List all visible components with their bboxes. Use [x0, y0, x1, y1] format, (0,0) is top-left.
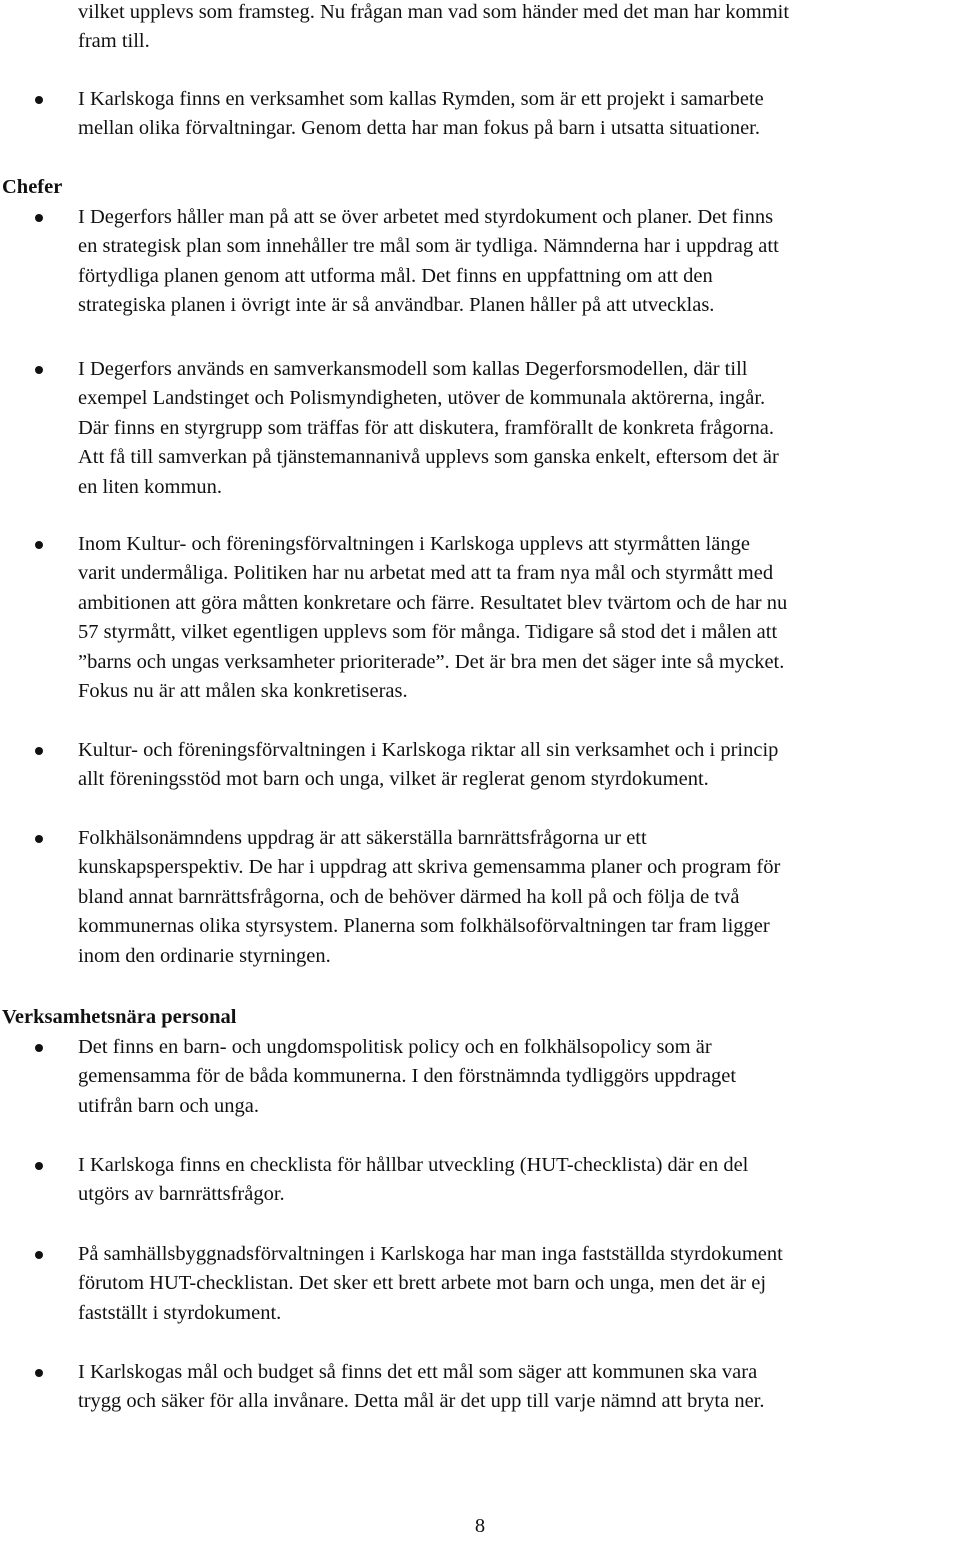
bullet-text	[78, 85, 958, 144]
bullet-text	[78, 355, 958, 502]
page-number: 8	[474, 1515, 486, 1537]
text-line: en liten kommun.	[78, 475, 223, 498]
bullet-icon	[35, 747, 43, 755]
text-line: Det finns en barn- och ungdomspolitisk policy och en folkhälsopolicy som är	[78, 1036, 712, 1058]
bullet-icon	[35, 541, 43, 549]
bullet-icon	[35, 366, 43, 374]
text-line: I Karlskoga finns en checklista för hållbar utveckling (HUT-checklista) där en del	[78, 1154, 749, 1176]
text-line: På samhällsbyggnadsförvaltningen i Karlskoga har man inga fastställda styrdokument	[78, 1243, 783, 1265]
text-line: mellan olika förvaltningar. Genom detta har man fokus på barn i utsatta situationer.	[78, 117, 761, 140]
text-line: Att få till samverkan på tjänstemannanivå upplevs som ganska enkelt, eftersom det är	[78, 446, 779, 469]
text-line: Fokus nu är att målen ska konkretiseras.	[78, 679, 408, 702]
bullet-icon	[35, 1162, 43, 1170]
text-line: 57 styrmått, vilket egentligen upplevs som för många. Tidigare så stod det i målen att	[78, 621, 778, 644]
text-line: trygg och säker för alla invånare. Detta mål är det upp till varje nämnd att bryta ner.	[78, 1390, 765, 1413]
text-line: ”barns och ungas verksamheter prioriterade”. Det är bra men det säger inte så mycket.	[78, 650, 785, 673]
text-line: förtydliga planen genom att utforma mål. Det finns en uppfattning om att den	[78, 264, 713, 287]
text-line: strategiska planen i övrigt inte är så användbar. Planen håller på att utvecklas.	[78, 294, 715, 317]
text-line: kommunernas olika styrsystem. Planerna som folkhälsoförvaltningen tar fram ligger	[78, 915, 770, 938]
text-line: Folkhälsonämndens uppdrag är att säkerställa barnrättsfrågorna ur ett	[78, 827, 647, 849]
bullet-icon	[35, 1044, 43, 1052]
bullet-icon	[35, 1369, 43, 1377]
text-line: I Degerfors håller man på att se över arbetet med styrdokument och planer. Det finns	[78, 206, 774, 228]
text-line: Där finns en styrgrupp som träffas för att diskutera, framförallt de konkreta frågorna.	[78, 416, 775, 439]
text-line: Kultur- och föreningsförvaltningen i Karlskoga riktar all sin verksamhet och i princip	[78, 739, 779, 761]
bullet-text	[78, 1151, 958, 1210]
text-line: allt föreningsstöd mot barn och unga, vilket är reglerat genom styrdokument.	[78, 768, 709, 791]
bullet-icon	[35, 96, 43, 104]
text-line: utgörs av barnrättsfrågor.	[78, 1183, 285, 1206]
text-line: I Degerfors används en samverkansmodell som kallas Degerforsmodellen, där till	[78, 358, 748, 380]
text-line: fastställt i styrdokument.	[78, 1301, 282, 1324]
bullet-text	[78, 824, 958, 971]
text-line: en strategisk plan som innehåller tre mål som är tydliga. Nämnderna har i uppdrag att	[78, 235, 779, 258]
text-line: utifrån barn och unga.	[78, 1094, 260, 1117]
bullet-text	[78, 736, 958, 795]
text-line: ambitionen att göra måtten konkretare och färre. Resultatet blev tvärtom och de har nu	[78, 591, 788, 614]
text-line: I Karlskoga finns en verksamhet som kallas Rymden, som är ett projekt i samarbete	[78, 88, 764, 110]
bullet-text	[78, 1240, 958, 1328]
bullet-text	[78, 1033, 958, 1121]
bullet-text	[78, 530, 958, 706]
text-line: vilket upplevs som framsteg. Nu frågan man vad som händer med det man har kommit	[78, 1, 790, 23]
text-line: förutom HUT-checklistan. Det sker ett brett arbete mot barn och unga, men det är ej	[78, 1272, 767, 1295]
section-heading-chefer: Chefer	[2, 176, 63, 198]
intro-paragraph	[78, 0, 958, 57]
text-line: inom den ordinarie styrningen.	[78, 944, 331, 967]
text-line: I Karlskogas mål och budget så finns det ett mål som säger att kommunen ska vara	[78, 1361, 758, 1383]
text-line: fram till.	[78, 30, 150, 53]
text-line: exempel Landstinget och Polismyndigheten, utöver de kommunala aktörerna, ingår.	[78, 387, 766, 410]
text-line: gemensamma för de båda kommunerna. I den förstnämnda tydliggörs uppdraget	[78, 1065, 737, 1088]
text-line: Inom Kultur- och föreningsförvaltningen i Karlskoga upplevs att styrmåtten länge	[78, 533, 750, 555]
section-heading-personal: Verksamhetsnära personal	[2, 1006, 237, 1028]
bullet-text	[78, 1358, 958, 1417]
bullet-text	[78, 203, 958, 321]
bullet-icon	[35, 1251, 43, 1259]
text-line: kunskapsperspektiv. De har i uppdrag att skriva gemensamma planer och program för	[78, 856, 781, 879]
text-line: varit undermåliga. Politiken har nu arbetat med att ta fram nya mål och styrmått med	[78, 562, 774, 585]
bullet-icon	[35, 835, 43, 843]
bullet-icon	[35, 214, 43, 222]
text-line: bland annat barnrättsfrågorna, och de behöver därmed ha koll på och följa de två	[78, 885, 740, 908]
